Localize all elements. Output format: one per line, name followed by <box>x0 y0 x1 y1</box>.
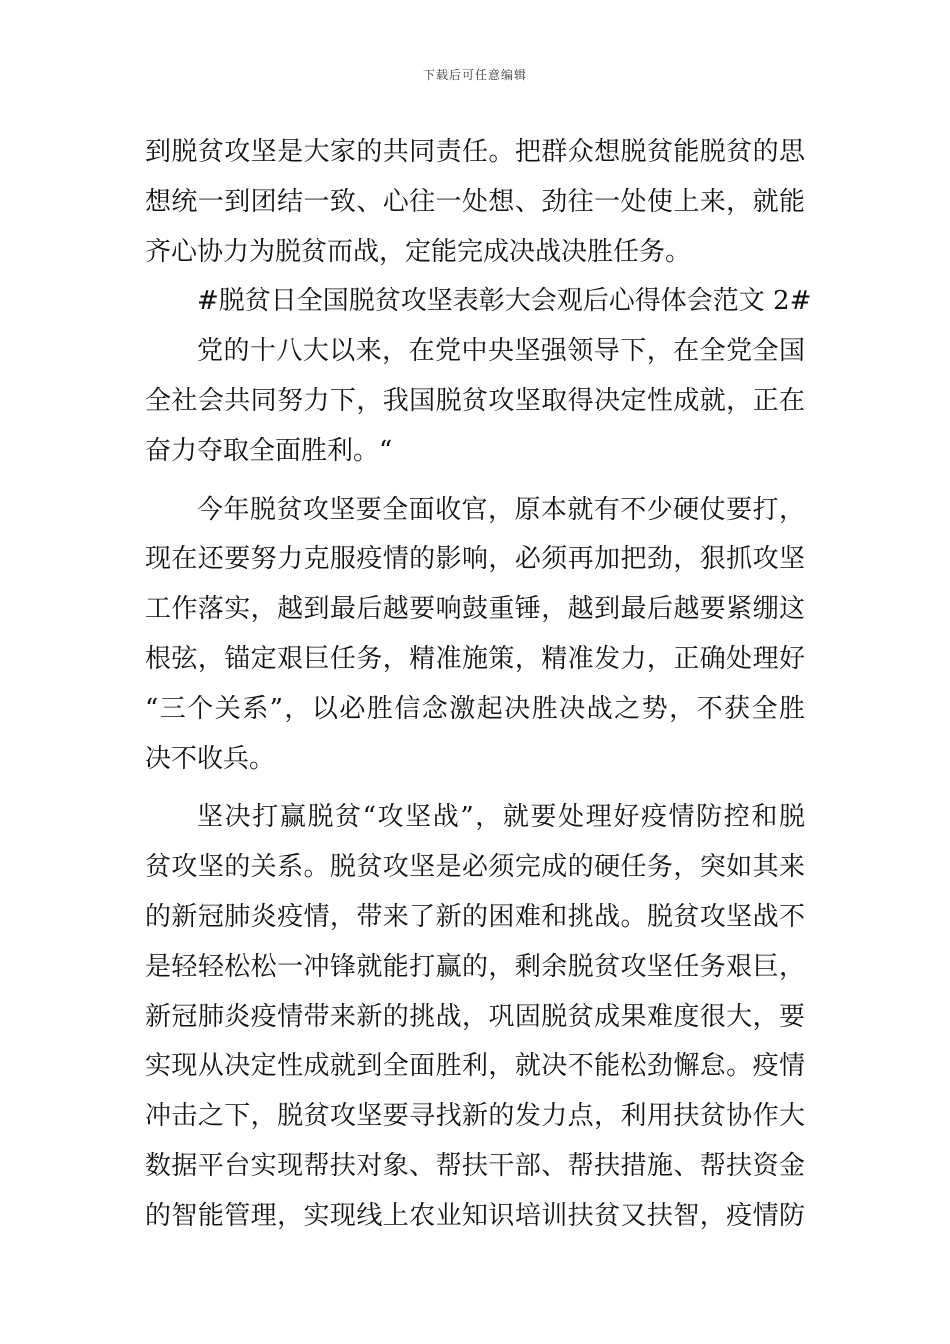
text-line: 奋力夺取全面胜利。“ <box>145 435 393 466</box>
text-line: 的新冠肺炎疫情，带来了新的困难和挑战。脱贫攻坚战不 <box>145 901 805 932</box>
text-line: 到脱贫攻坚是大家的共同责任。把群众想脱贫能脱贫的思 <box>145 137 805 167</box>
text-line: 工作落实，越到最后越要响鼓重锤，越到最后越要紧绷这 <box>145 594 805 625</box>
text-line: 贫攻坚的关系。脱贫攻坚是必须完成的硬任务，突如其来 <box>145 852 805 883</box>
paragraph-gap <box>145 784 805 793</box>
text-line: 决不收兵。 <box>145 743 276 774</box>
document-body <box>145 128 812 1242</box>
text-line: 现在还要努力克服疫情的影响，必须再加把劲，狠抓攻坚 <box>145 544 805 575</box>
text-line: 全社会共同努力下，我国脱贫攻坚取得决定性成就，正在 <box>145 385 805 416</box>
text-line: 冲击之下，脱贫攻坚要寻找新的发力点，利用扶贫协作大 <box>145 1101 805 1132</box>
text-line: 实现从决定性成就到全面胜利，就决不能松劲懈怠。疫情 <box>145 1051 805 1082</box>
text-line: 党的十八大以来，在党中央坚强领导下，在全党全国 <box>197 336 805 367</box>
text-line: 想统一到团结一致、心往一处想、劲往一处使上来，就能 <box>145 186 805 217</box>
text-line: 根弦，锚定艰巨任务，精准施策，精准发力，正确处理好 <box>145 643 805 674</box>
text-line: 齐心协力为脱贫而战，定能完成决战决胜任务。 <box>145 236 692 267</box>
text-line: 的智能管理，实现线上农业知识培训扶贫又扶智，疫情防 <box>145 1200 805 1231</box>
text-line: 坚决打赢脱贫“攻坚战”，就要处理好疫情防控和脱 <box>197 802 805 833</box>
text-line: 新冠肺炎疫情带来新的挑战，巩固脱贫成果难度很大，要 <box>145 1001 805 1032</box>
text-line: 是轻轻松松一冲锋就能打赢的，剩余脱贫攻坚任务艰巨， <box>145 951 805 982</box>
text-line: 今年脱贫攻坚要全面收官，原本就有不少硬仗要打， <box>197 494 805 525</box>
paragraph-gap <box>145 477 805 486</box>
section-heading: #脱贫日全国脱贫攻坚表彰大会观后心得体会范文 2# <box>197 286 812 317</box>
page-header: 下载后可任意编辑 <box>422 68 527 82</box>
text-line: “三个关系”，以必胜信念激起决胜决战之势，不获全胜 <box>145 693 805 724</box>
text-line: 数据平台实现帮扶对象、帮扶干部、帮扶措施、帮扶资金 <box>145 1150 805 1181</box>
